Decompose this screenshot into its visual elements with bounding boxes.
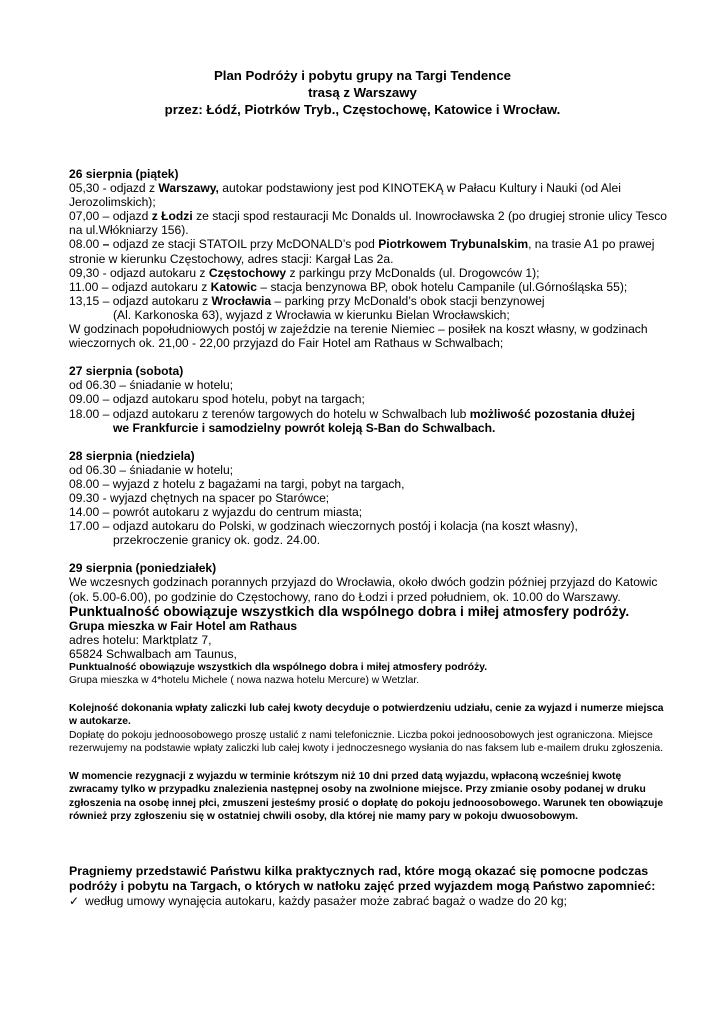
schedule-line: przekroczenie granicy ok. godz. 24.00.: [113, 533, 321, 548]
schedule-line: W godzinach popołudniowych postój w zajeździe na terenie Niemiec – posiłek na koszt własny, w godzinach wieczornych ok. 21,00 - 22,00 przyjazd do Fair Hotel am Rathaus w Schwalbach;: [69, 322, 648, 351]
tips-heading: Pragniemy przedstawić Państwu kilka praktycznych rad, które mogą okazać się pomocne podczas podróży i pobytu na Targach, o których w natłoku zajęć przed wyjazdem mogą Państwo zapomnieć:: [69, 863, 656, 893]
hotel-address-line: adres hotelu: Marktplatz 7,: [69, 632, 212, 647]
tips-section: [69, 864, 669, 908]
day-heading: 28 sierpnia (niedziela): [69, 448, 195, 463]
day-section-28-august: [69, 449, 669, 548]
hotel-section: [69, 604, 669, 688]
punctuality-notice-small: Punktualność obowiązuje wszystkich dla wspólnego dobra i miłej atmosfery podróży.: [69, 661, 488, 673]
title-line-3: przez: Łódź, Piotrków Tryb., Częstochowę, Katowice i Wrocław.: [164, 102, 561, 117]
schedule-line: 05,30 - odjazd z Warszawy, autokar podstawiony jest pod KINOTEKĄ w Pałacu Kultury i Nauki (od Alei Jerozolimskich);: [69, 181, 621, 210]
schedule-line: 07,00 – odjazd z Łodzi ze stacji spod restauracji Mc Donalds ul. Inowrocławska 2 (po drugiej stronie ulicy Tesco na ul.Włókniarzy 156).: [69, 209, 668, 238]
terms-payment-order: Kolejność dokonania wpłaty zaliczki lub całej kwoty decyduje o potwierdzeniu udziału, cenie za wyjazd i numerze miejsca w autokarze.: [69, 702, 664, 728]
schedule-line: 17.00 – odjazd autokaru do Polski, w godzinach wieczornych postój i kolacja (na koszt własny),: [69, 519, 578, 534]
hotel-name: Grupa mieszka w Fair Hotel am Rathaus: [69, 618, 298, 633]
schedule-line: We wczesnych godzinach porannych przyjazd do Wrocławia, około dwóch godzin później przyjazd do Katowic (ok. 5.00-6.00), po godzinie do Częstochowy, rano do Łodzi i przed południem, ok. 10.00 do Warszawy.: [69, 575, 658, 604]
day-heading: 27 sierpnia (sobota): [69, 364, 184, 379]
title-line-2: trasą z Warszawy: [308, 85, 417, 100]
schedule-line: 08.00 – odjazd ze stacji STATOIL przy McDONALD’s pod Piotrkowem Trybunalskim, na trasie A1 po prawej stronie w kierunku Częstochowy, adres stacji: Kargał Las 2a.: [69, 237, 655, 266]
schedule-line: od 06.30 – śniadanie w hotelu;: [69, 462, 234, 477]
schedule-line: 09.30 - wyjazd chętnych na spacer po Starówce;: [69, 490, 330, 505]
schedule-line: 09.00 – odjazd autokaru spod hotelu, pobyt na targach;: [69, 392, 365, 407]
document-title: [0, 67, 725, 118]
hotel-address-line: 65824 Schwalbach am Taunus,: [69, 646, 237, 661]
tips-item: ✓ według umowy wynajęcia autokaru, każdy pasażer może zabrać bagaż o wadze do 20 kg;: [69, 893, 568, 908]
schedule-line: 18.00 – odjazd autokaru z terenów targowych do hotelu w Schwalbach lub możliwość pozostania dłużej: [69, 406, 636, 421]
hotel-note: Grupa mieszka w 4*hotelu Michele ( nowa nazwa hotelu Mercure) w Wetzlar.: [69, 675, 420, 687]
schedule-line: we Frankfurcie i samodzielny powrót koleją S-Ban do Schwalbach.: [113, 420, 496, 435]
checkmark-icon: ✓: [69, 893, 80, 908]
day-section-26-august: [69, 167, 669, 350]
document-body: [69, 167, 669, 908]
terms-single-room: Dopłatę do pokoju jednoosobowego proszę ustalić z nami telefonicznie. Liczba pokoi jednoosobowych jest ograniczona. Miejsce rezerwujemy na podstawie wpłaty zaliczki lub całej kwoty i jednoczesnego wysłania do nas faksem lub e-mailem druku zgłoszenia.: [69, 729, 664, 755]
schedule-line: 13,15 – odjazd autokaru z Wrocławia – parking przy McDonald’s obok stacji benzynowej: [69, 293, 545, 308]
title-line-1: Plan Podróży i pobytu grupy na Targi Tendence: [214, 68, 511, 83]
punctuality-notice: Punktualność obowiązuje wszystkich dla wspólnego dobra i miłej atmosfery podróży.: [69, 603, 630, 619]
day-heading: 26 sierpnia (piątek): [69, 167, 179, 181]
day-heading: 29 sierpnia (poniedziałek): [69, 561, 217, 576]
schedule-line: od 06.30 – śniadanie w hotelu;: [69, 378, 234, 393]
terms-cancellation: W momencie rezygnacji z wyjazdu w terminie krótszym niż 10 dni przed datą wyjazdu, wpłaconą wcześniej kwotę zwracamy tylko w przypadku znalezienia następnej osoby na zwolnione miejsce. Przy zmianie osoby podanej w druku zgłoszenia na osobę innej płci, zmuszeni jesteśmy prosić o dopłatę do pokoju jednoosobowego. Warunek ten obowiązuje również przy zgłoszeniu się w ostatniej chwili osoby, dla której nie mamy pary w pokoju dwuosobowym.: [69, 770, 664, 823]
schedule-line: 09,30 - odjazd autokaru z Częstochowy z parkingu przy McDonalds (ul. Drogowców 1);: [69, 265, 540, 280]
schedule-line: 14.00 – powrót autokaru z wyjazdu do centrum miasta;: [69, 505, 363, 520]
schedule-line: 11.00 – odjazd autokaru z Katowic – stacja benzynowa BP, obok hotelu Campanile (ul.Górnośląska 55);: [69, 279, 628, 294]
day-section-27-august: [69, 364, 669, 434]
day-section-29-august: [69, 561, 669, 603]
schedule-line: (Al. Karkonoska 63), wyjazd z Wrocławia w kierunku Bielan Wrocławskich;: [113, 307, 510, 322]
terms-section: [69, 702, 669, 824]
schedule-line: 08.00 – wyjazd z hotelu z bagażami na targi, pobyt na targach,: [69, 476, 405, 491]
